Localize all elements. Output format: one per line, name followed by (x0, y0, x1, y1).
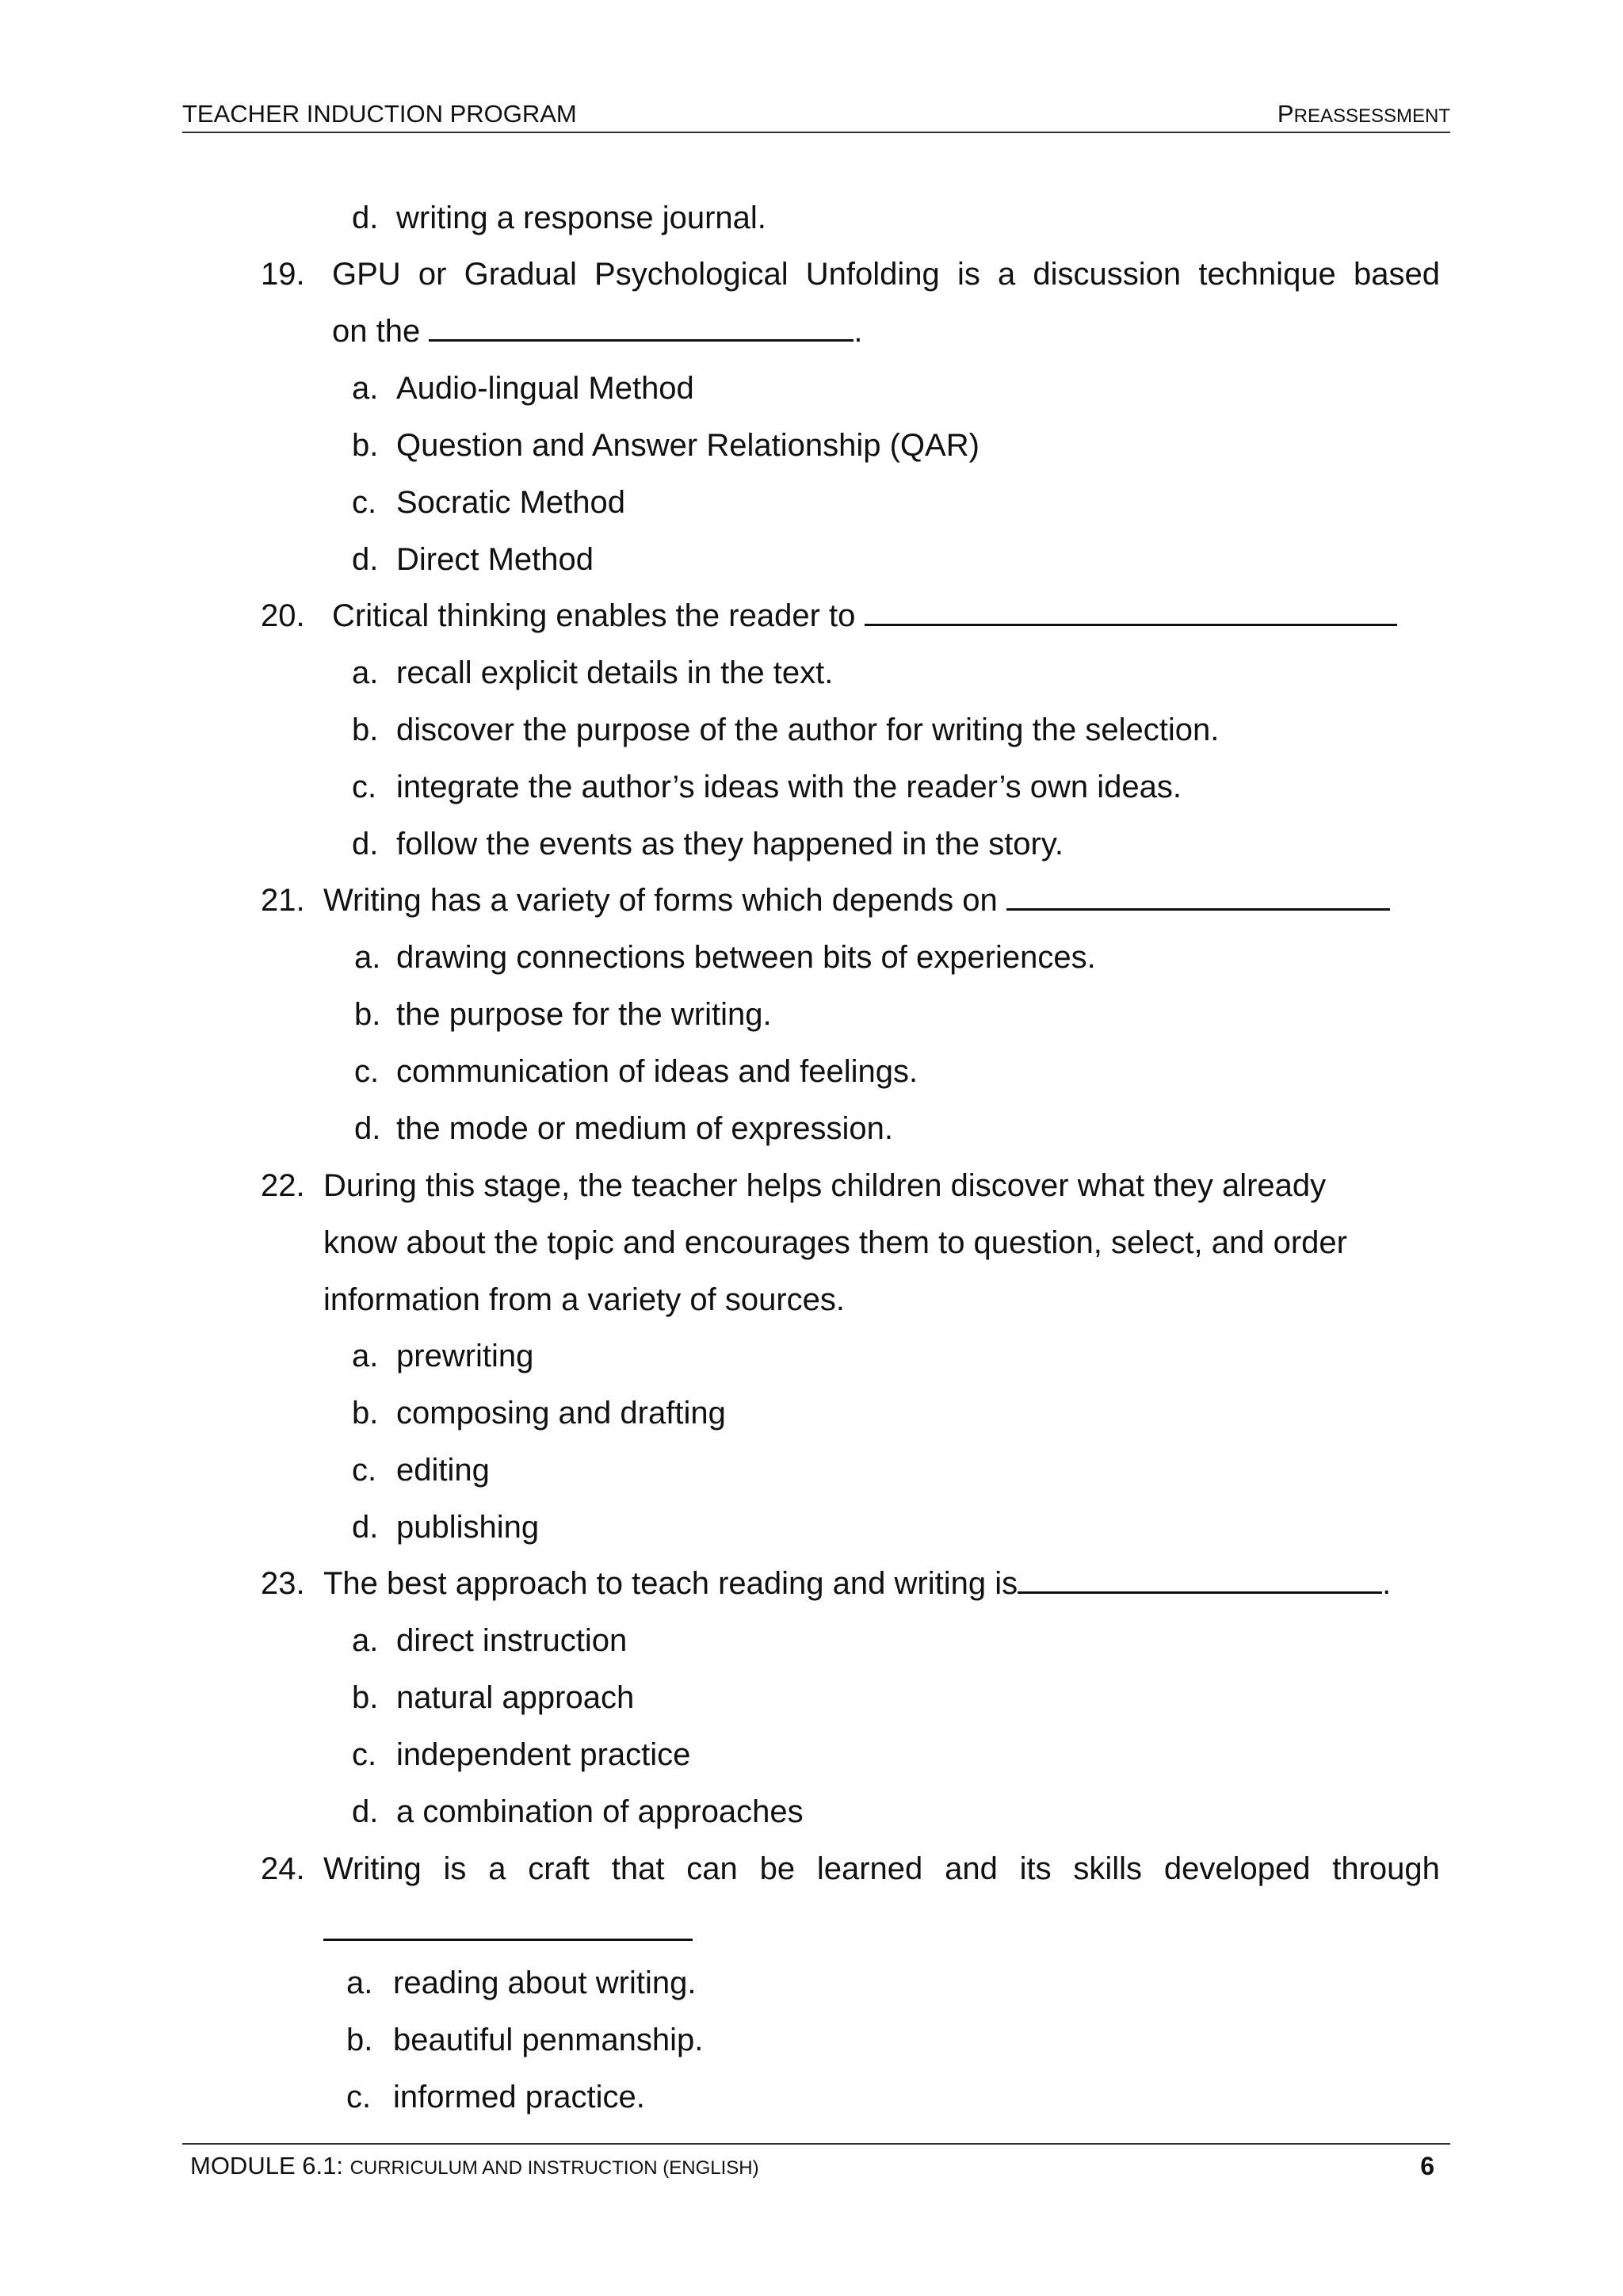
question-number: 21. (261, 883, 305, 918)
option-letter: b. (352, 712, 379, 747)
option-letter: a. (346, 1966, 373, 2000)
option-text: drawing connections between bits of experiences. (396, 940, 1096, 975)
option-letter: c. (352, 770, 377, 804)
question-stem-line: Writing is a craft that can be learned and its skills developed through (323, 1851, 1440, 1886)
option-text: natural approach (396, 1680, 635, 1715)
header-program-title: TEACHER INDUCTION PROGRAM (182, 100, 577, 128)
option-letter: c. (354, 1054, 380, 1089)
option-text: Question and Answer Relationship (QAR) (396, 428, 980, 463)
header-section-title: PREASSESSMENT (1277, 100, 1450, 128)
answer-blank (323, 1939, 693, 1941)
question-stem-line: know about the topic and encourages them to question, select, and order (323, 1225, 1347, 1260)
question-stem-line: During this stage, the teacher helps children discover what they already (323, 1168, 1327, 1203)
option-letter: d. (352, 542, 379, 577)
question-number: 23. (261, 1566, 305, 1601)
question-stem-line: GPU or Gradual Psychological Unfolding is a discussion technique based (332, 257, 1440, 292)
option-letter: c. (352, 485, 377, 520)
question-stem-line: Writing has a variety of forms which depends on (323, 881, 1390, 919)
option-letter: d. (352, 1510, 379, 1545)
option-letter: a. (352, 1339, 379, 1373)
option-text: informed practice. (393, 2080, 645, 2115)
question-stem-line: information from a variety of sources. (323, 1282, 846, 1317)
option-text: reading about writing. (393, 1966, 697, 2000)
option-letter: d. (352, 201, 379, 235)
question-stem-line: Critical thinking enables the reader to (332, 597, 1397, 635)
option-letter: c. (352, 1737, 377, 1772)
option-text: Direct Method (396, 542, 594, 577)
option-text: Audio-lingual Method (396, 371, 694, 406)
answer-blank (865, 597, 1397, 626)
option-letter: d. (352, 827, 379, 861)
option-text: integrate the author’s ideas with the reader’s own ideas. (396, 770, 1182, 804)
option-letter: d. (352, 1794, 379, 1829)
option-text: a combination of approaches (396, 1794, 804, 1829)
option-text: follow the events as they happened in the story. (396, 827, 1064, 861)
option-text: editing (396, 1453, 490, 1488)
page-number: 6 (1420, 2152, 1434, 2180)
option-letter: c. (352, 1453, 377, 1488)
question-number: 22. (261, 1168, 305, 1203)
option-item (352, 199, 378, 237)
option-text: recall explicit details in the text. (396, 655, 834, 690)
question-number: 19. (261, 257, 305, 292)
option-letter: a. (352, 1623, 379, 1658)
answer-blank (1018, 1564, 1382, 1594)
answer-blank (429, 312, 854, 342)
option-text: prewriting (396, 1339, 534, 1373)
answer-blank (1006, 881, 1390, 911)
option-text: discover the purpose of the author for writing the selection. (396, 712, 1220, 747)
option-text: communication of ideas and feelings. (396, 1054, 918, 1089)
option-letter: b. (346, 2023, 373, 2057)
option-letter: c. (346, 2080, 372, 2115)
page-footer (182, 2143, 1450, 2184)
option-text: direct instruction (396, 1623, 628, 1658)
option-letter: b. (354, 997, 381, 1032)
question-stem-line: The best approach to teach reading and writing is . (323, 1566, 1392, 1601)
option-text: the purpose for the writing. (396, 997, 772, 1032)
question-number: 24. (261, 1851, 305, 1886)
option-text: composing and drafting (396, 1396, 726, 1431)
option-letter: a. (352, 371, 379, 406)
option-letter: d. (354, 1111, 381, 1146)
option-letter: b. (352, 1680, 379, 1715)
option-text: publishing (396, 1510, 540, 1545)
option-text: writing a response journal. (396, 201, 766, 235)
option-letter: a. (354, 940, 381, 975)
option-letter: b. (352, 428, 379, 463)
footer-module-title: MODULE 6.1: CURRICULUM AND INSTRUCTION (ENGLISH) (190, 2152, 759, 2179)
option-text: the mode or medium of expression. (396, 1111, 893, 1146)
option-text: beautiful penmanship. (393, 2023, 704, 2057)
option-text: independent practice (396, 1737, 691, 1772)
option-letter: b. (352, 1396, 379, 1431)
page-header (182, 97, 1450, 133)
question-stem-line: on the . (332, 314, 863, 349)
option-letter: a. (352, 655, 379, 690)
option-text: Socratic Method (396, 485, 626, 520)
question-number: 20. (261, 598, 305, 633)
